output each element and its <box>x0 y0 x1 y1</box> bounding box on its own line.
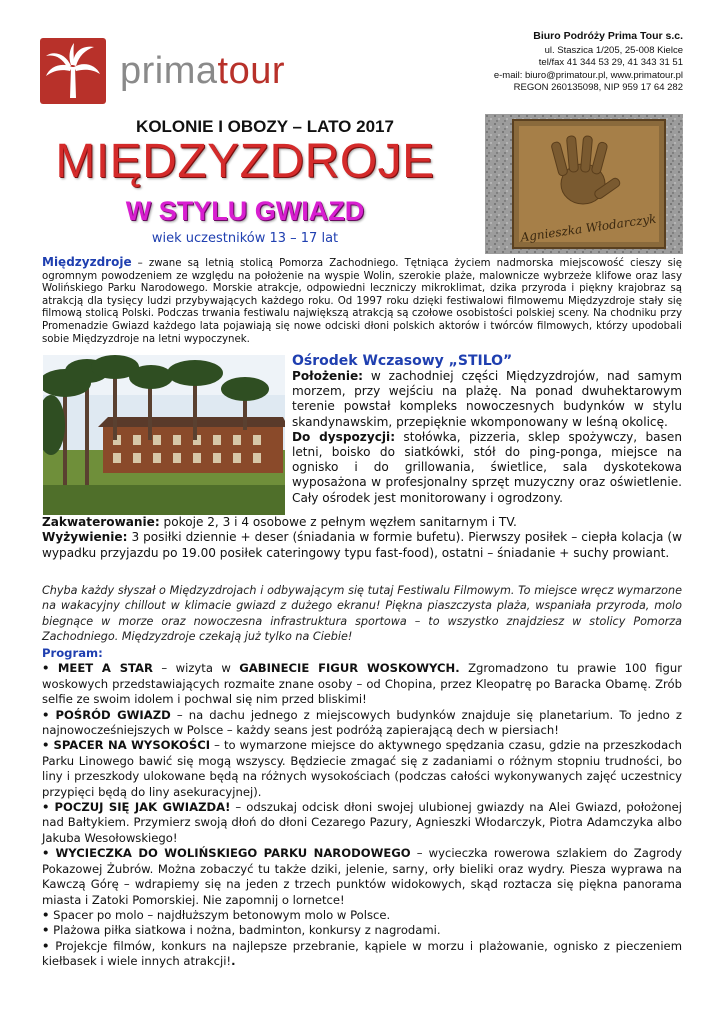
stilo-details <box>42 515 682 561</box>
stilo-location: Położenie: w zachodniej części Międzyzdrojów, nad samym morzem, przy wejściu na plażę. Na ponad dwuhektarowym terenie powstał kompleks nowoczesnych budynków w stylu skandynawskim, przepięknie wkomponowany w leśną okolicę. <box>292 369 682 429</box>
program-item: • Spacer po molo – najdłuższym betonowym molo w Polsce. <box>42 907 391 922</box>
program-item: • WYCIECZKA DO WOLIŃSKIEGO PARKU NARODOWEGO – wycieczka rowerowa szlakiem do Zagrody Pokazowej Żubrów. Można zobaczyć tu także dziki, jelenie, sarny, orły bieliki oraz wydry. Piesza wyprawa na Kawczą Górę – wdrapiemy się na jeden z trzech punktów widokowych, skąd roztacza się piękna panorama miasta i Zatoki Pomorskiej. Nie zapomnij o lornetce! <box>42 846 683 907</box>
company-info <box>494 30 683 94</box>
intro-paragraph <box>42 256 682 346</box>
stilo-meals: Wyżywienie: 3 posiłki dziennie + deser (śniadania w formie bufetu). Pierwszy posiłek – ciepła kolacja (w wypadku przyjazdu po 19.00 posiłek cateringowy typu fast-food), ostatni – śniadanie + suchy prowiant. <box>42 530 682 560</box>
company-logo <box>40 38 290 110</box>
program-item: • SPACER NA WYSOKOŚCI – to wymarzone miejsce do aktywnego spędzania czasu, gdzie na przeszkodach Parku Linowego bawić się mogą wszyscy. Będziecie zmagać się z zadaniami o różnym stopniu trudności, bo liny i przeszkody ulokowane będą na różnych wysokościach (podczas całości wykonywanych zajęć uczestnicy przypięci będą do liny asekuracyjnej). <box>42 738 682 799</box>
program-item: • Projekcje filmów, konkurs na najlepsze przebranie, kąpiele w morzu i plażowanie, ognisko z pieczeniem kiełbasek i wiele innych atrakcji!. <box>42 938 682 969</box>
program-heading: Program: <box>42 646 103 660</box>
stilo-resort-photo <box>43 355 285 515</box>
season-heading: KOLONIE I OBOZY – LATO 2017 <box>136 117 394 136</box>
stilo-accommodation: Zakwaterowanie: pokoje 2, 3 i 4 osobowe z pełnym węzłem sanitarnym i TV. <box>42 515 517 529</box>
company-address: ul. Staszica 1/205, 25-008 Kielce <box>544 45 683 57</box>
handprint-photo <box>485 114 683 254</box>
logo-wordmark: primatour <box>120 50 286 92</box>
stilo-section <box>292 353 682 506</box>
promo-paragraph: Chyba każdy słyszał o Międzyzdrojach i odbywającym się tutaj Festiwalu Filmowym. To miejsce wręcz wymarzone na wakacyjny chillout w klimacie gwiazd z dużego ekranu! Piękna piaszczysta plaża, wspaniała przyroda, molo biegnące w morze oraz nowoczesna infrastruktura sportowa – to wszystko znajdziesz w stolicy Pomorza Zachodniego. Międzyzdroje czekają już tylko na Ciebie! <box>42 584 682 644</box>
stilo-available: Do dyspozycji: stołówka, pizzeria, sklep spożywczy, basen letni, boisko do siatkówki, stół do ping-ponga, miejsce na ognisko i do grillowania, świetlice, sala dyskotekowa wyposażona w profesjonalny sprzęt muzyczny oraz oświetlenie. Cały ośrodek jest monitorowany i ogrodzony. <box>292 429 682 505</box>
palm-tree-icon <box>40 38 106 104</box>
program-item: • POŚRÓD GWIAZD – na dachu jednego z miejscowych budynków znajduje się planetarium. To jedno z najnowocześniejszych w Polsce – każdy seans jest podróżą zapierającą dech w piersiach! <box>42 707 682 738</box>
city-title: MIĘDZYZDROJE <box>55 135 435 188</box>
company-email: e-mail: biuro@primatour.pl, www.primatour.pl <box>493 69 683 81</box>
handprint-signature: Agnieszka Włodarczyk <box>519 211 658 245</box>
stilo-title: Ośrodek Wczasowy „STILO” <box>292 353 513 369</box>
age-range: wiek uczestników 13 – 17 lat <box>151 231 339 246</box>
program-item: • MEET A STAR – wizyta w GABINECIE FIGUR WOSKOWYCH. Zgromadzono tu prawie 100 figur woskowych przedstawiających rozmaite znane osoby – od Chopina, przez Kleopatrę po Baracka Obamę. Zrób selfie ze swoim idolem i pochwal się nim przed bliskimi! <box>42 661 682 707</box>
program-item: • POCZUJ SIĘ JAK GWIAZDA! – odszukaj odcisk dłoni swojej ulubionej gwiazdy na Alei Gwiazd, położonej nad Bałtykiem. Przymierz swoją dłoń do dłoni Cezarego Pazury, Agnieszki Włodarczyk, Piotra Adamczyka albo Jakuba Wesołowskiego! <box>42 800 683 845</box>
company-phone: tel/fax 41 344 53 29, 41 343 31 51 <box>538 57 683 69</box>
company-name: Biuro Podróży Prima Tour s.c. <box>533 30 683 42</box>
program-section <box>42 646 682 970</box>
program-item: • Plażowa piłka siatkowa i nożna, badminton, konkursy z nagrodami. <box>42 923 441 938</box>
intro-text: – zwane są letnią stolicą Pomorza Zachodniego. Tętniąca życiem nadmorska miejscowość cieszy się ogromnym powodzeniem ze względu na położenie na wyspie Wolin, szerokie plaże, malownicze wybrzeże klifowe oraz lasy Wolińskiego Parku Narodowego. Morskie atrakcje, odpowiedni leczniczy mikroklimat, dzika przyroda i piękny krajobraz są atrakcją dla tysięcy ludzi przybywających każdego roku. Od 1997 roku dzięki festiwalowi filmowemu Międzyzdroje stały się filmową stolicą Polski. Podczas trwania festiwalu największą atrakcją są czołowe osobistości polskiej sceny. Na chodniku przy Promenadzie Gwiazd każdego lata pojawiają się nowe odciski dłoni polskich aktorów i twórców filmowych, którzy upodobali sobie Międzyzdroje na letni wypoczynek. <box>42 258 682 345</box>
intro-lead: Międzyzdroje <box>42 255 132 269</box>
subtitle: W STYLU GWIAZD <box>125 196 365 226</box>
company-regon: REGON 260135098, NIP 959 17 64 282 <box>513 81 683 93</box>
